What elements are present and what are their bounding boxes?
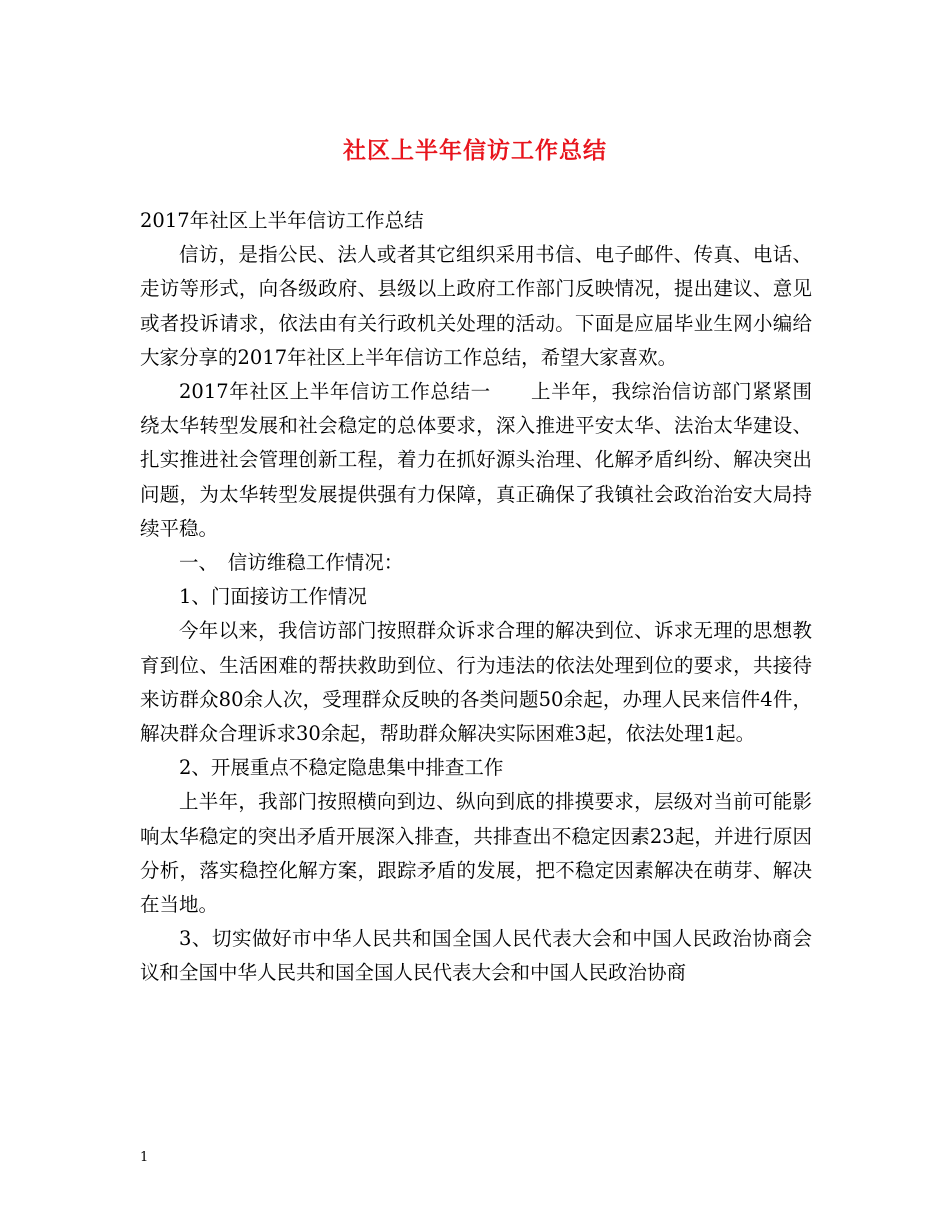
document-title: 社区上半年信访工作总结 — [343, 137, 607, 164]
paragraph-intro: 信访，是指公民、法人或者其它组织采用书信、电子邮件、传真、电话、走访等形式，向各级政府、县级以上政府工作部门反映情况，提出建议、意见或者投诉请求，依法由有关行政机关处理的活动。下面是应届毕业生网小编给大家分享的2017年社区上半年信访工作总结，希望大家喜欢。 — [140, 243, 812, 369]
paragraph-congress: 3、切实做好市中华人民共和国全国人民代表大会和中国人民政治协商会议和全国中华人民共和国全国人民代表大会和中国人民政治协商 — [140, 927, 812, 985]
paragraph-reception: 今年以来，我信访部门按照群众诉求合理的解决到位、诉求无理的思想教育到位、生活困难的帮扶救助到位、行为违法的依法处理到位的要求，共接待来访群众80余人次，受理群众反映的各类问题50余起，办理人民来信件4件，解决群众合理诉求30余起，帮助群众解决实际困难3起，依法处理1起。 — [140, 619, 812, 746]
paragraph-heading: 2017年社区上半年信访工作总结 — [140, 209, 424, 232]
subsection-heading-1: 1、门面接访工作情况 — [179, 585, 367, 609]
document-body — [140, 204, 812, 991]
paragraph-inspection: 上半年，我部门按照横向到边、纵向到底的排摸要求，层级对当前可能影响太华稳定的突出矛盾开展深入排查，共排查出不稳定因素23起，并进行原因分析，落实稳控化解方案，跟踪矛盾的发展，把不稳定因素解决在萌芽、解决在当地。 — [140, 790, 812, 917]
subsection-heading-2: 2、开展重点不稳定隐患集中排查工作 — [179, 756, 504, 780]
section-heading-1: 一、 信访维稳工作情况： — [179, 551, 404, 575]
page-number: 1 — [140, 1150, 149, 1165]
paragraph-summary-one: 2017年社区上半年信访工作总结一 上半年，我综治信访部门紧紧围绕太华转型发展和社会稳定的总体要求，深入推进平安太华、法治太华建设、扎实推进社会管理创新工程，着力在抓好源头治理、化解矛盾纠纷、解决突出问题，为太华转型发展提供强有力保障，真正确保了我镇社会政治治安大局持续平稳。 — [140, 380, 812, 540]
